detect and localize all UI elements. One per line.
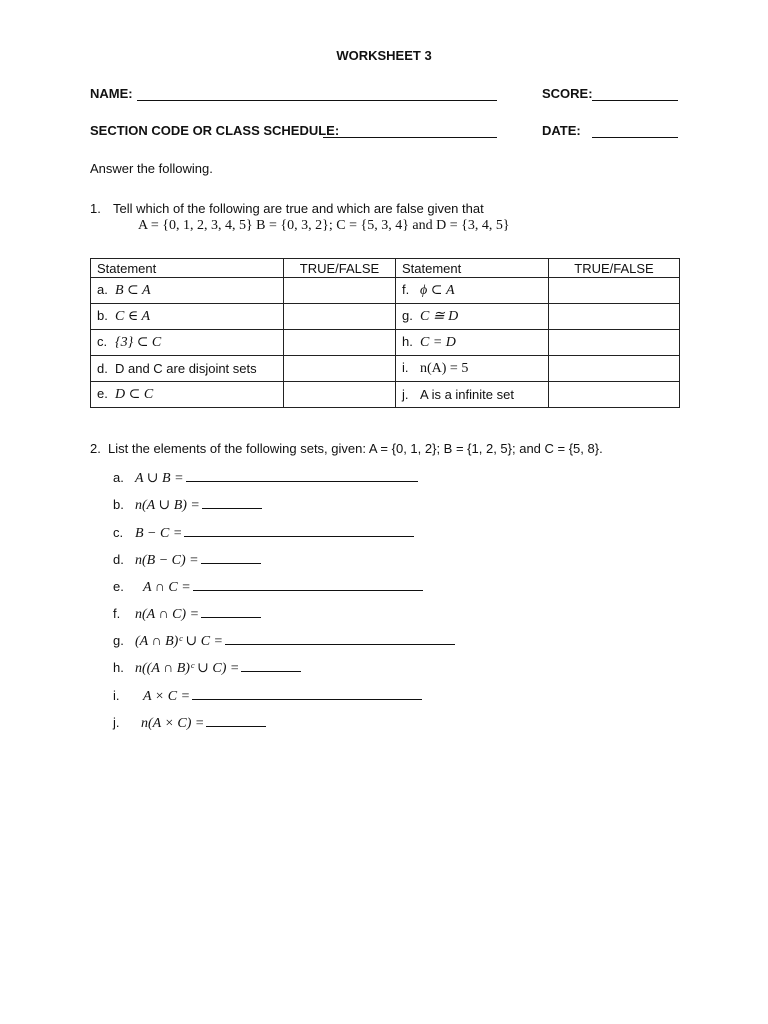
statement-cell: [91, 356, 284, 382]
answer-blank[interactable]: [186, 469, 418, 482]
table-header-row: [91, 259, 680, 278]
answer-blank[interactable]: [192, 687, 422, 700]
q2-prompt: List the elements of the following sets, given: A = {0, 1, 2}; B = {1, 2, 5}; and C = {5, 8}.: [108, 441, 603, 456]
table-row: [91, 330, 680, 356]
item-label: b.: [97, 308, 108, 323]
statement-cell: [396, 356, 549, 382]
section-code-field-line[interactable]: [323, 137, 497, 138]
true-false-header: TRUE/FALSE: [284, 259, 396, 278]
statement-text: n(A) = 5: [420, 361, 469, 376]
item-label: d.: [97, 361, 108, 376]
answer-cell[interactable]: [549, 304, 680, 330]
list-item: [113, 687, 422, 705]
list-item: [113, 469, 418, 487]
statement-text: C ≅ D: [420, 309, 459, 324]
table-row: [91, 304, 680, 330]
item-label: h.: [402, 334, 413, 349]
statement-cell: [396, 304, 549, 330]
answer-blank[interactable]: [206, 714, 266, 727]
q1-prompt: Tell which of the following are true and which are false given that: [113, 201, 484, 216]
statement-header: Statement: [396, 259, 549, 278]
item-label: d.: [113, 552, 124, 567]
answer-cell[interactable]: [284, 356, 396, 382]
answer-cell[interactable]: [284, 304, 396, 330]
date-label: DATE:: [542, 123, 581, 138]
item-label: g.: [113, 633, 124, 648]
statement-text: C = D: [420, 335, 456, 350]
table-row: [91, 356, 680, 382]
item-label: h.: [113, 660, 124, 675]
answer-blank[interactable]: [225, 632, 455, 645]
answer-blank[interactable]: [184, 524, 414, 537]
statement-text: D ⊂ C: [115, 387, 154, 402]
answer-blank[interactable]: [201, 605, 261, 618]
item-label: e.: [97, 386, 108, 401]
table-row: [91, 382, 680, 408]
statement-cell: [396, 382, 549, 408]
list-item: [113, 551, 261, 569]
item-label: f.: [402, 282, 410, 297]
statement-cell: [91, 304, 284, 330]
item-expression: (A ∩ B)ᶜ ∪ C =: [135, 634, 223, 649]
list-item: [113, 714, 266, 732]
item-expression: A ∪ B =: [135, 471, 184, 486]
true-false-header: TRUE/FALSE: [549, 259, 680, 278]
item-expression: B − C =: [135, 526, 183, 541]
statement-cell: [91, 278, 284, 304]
answer-cell[interactable]: [284, 330, 396, 356]
q2-number: 2.: [90, 441, 101, 456]
item-label: a.: [97, 282, 108, 297]
true-false-table: [90, 258, 680, 408]
statement-text: D and C are disjoint sets: [115, 361, 257, 376]
worksheet-title: WORKSHEET 3: [336, 48, 432, 63]
item-label: c.: [97, 334, 108, 349]
instructions-text: Answer the following.: [90, 161, 213, 176]
list-item: [113, 659, 301, 677]
date-field-line[interactable]: [592, 137, 678, 138]
list-item: [113, 524, 414, 542]
name-field-line[interactable]: [137, 100, 497, 101]
item-label: f.: [113, 606, 121, 621]
item-label: j.: [402, 387, 409, 402]
item-label: a.: [113, 470, 124, 485]
item-label: e.: [113, 579, 124, 594]
section-code-label: SECTION CODE OR CLASS SCHEDULE:: [90, 123, 340, 138]
item-expression: A ∩ C =: [143, 580, 191, 595]
statement-cell: [91, 330, 284, 356]
list-item: [113, 496, 262, 514]
list-item: [113, 605, 261, 623]
item-label: b.: [113, 497, 124, 512]
answer-cell[interactable]: [549, 330, 680, 356]
item-label: j.: [113, 715, 120, 730]
answer-blank[interactable]: [201, 551, 261, 564]
item-label: i.: [113, 688, 120, 703]
item-label: c.: [113, 525, 124, 540]
answer-cell[interactable]: [284, 382, 396, 408]
statement-cell: [396, 278, 549, 304]
item-label: g.: [402, 308, 413, 323]
item-expression: n(B − C) =: [135, 553, 199, 568]
score-label: SCORE:: [542, 86, 593, 101]
answer-blank[interactable]: [202, 496, 262, 509]
answer-blank[interactable]: [241, 659, 301, 672]
answer-cell[interactable]: [549, 356, 680, 382]
statement-cell: [91, 382, 284, 408]
statement-text: C ∈ A: [115, 309, 150, 324]
item-expression: A × C =: [143, 689, 191, 704]
item-label: i.: [402, 360, 409, 375]
statement-text: {3} ⊂ C: [115, 335, 162, 350]
answer-cell[interactable]: [284, 278, 396, 304]
name-label: NAME:: [90, 86, 133, 101]
q1-given-sets: A = {0, 1, 2, 3, 4, 5} B = {0, 3, 2}; C = {5, 3, 4} and D = {3, 4, 5}: [138, 218, 510, 233]
item-expression: n(A ∩ C) =: [135, 607, 200, 622]
item-expression: n(A ∪ B) =: [135, 498, 200, 513]
table-row: [91, 278, 680, 304]
list-item: [113, 632, 455, 650]
score-field-line[interactable]: [592, 100, 678, 101]
statement-text: ϕ ⊂ A: [420, 283, 455, 298]
item-expression: n(A × C) =: [141, 716, 205, 731]
statement-text: B ⊂ A: [115, 283, 151, 298]
q1-number: 1.: [90, 201, 101, 216]
statement-cell: [396, 330, 549, 356]
list-item: [113, 578, 423, 596]
answer-cell[interactable]: [549, 278, 680, 304]
item-expression: n((A ∩ B)ᶜ ∪ C) =: [135, 661, 240, 676]
statement-header: Statement: [91, 259, 284, 278]
answer-blank[interactable]: [193, 578, 423, 591]
statement-text: A is a infinite set: [420, 387, 514, 402]
answer-cell[interactable]: [549, 382, 680, 408]
